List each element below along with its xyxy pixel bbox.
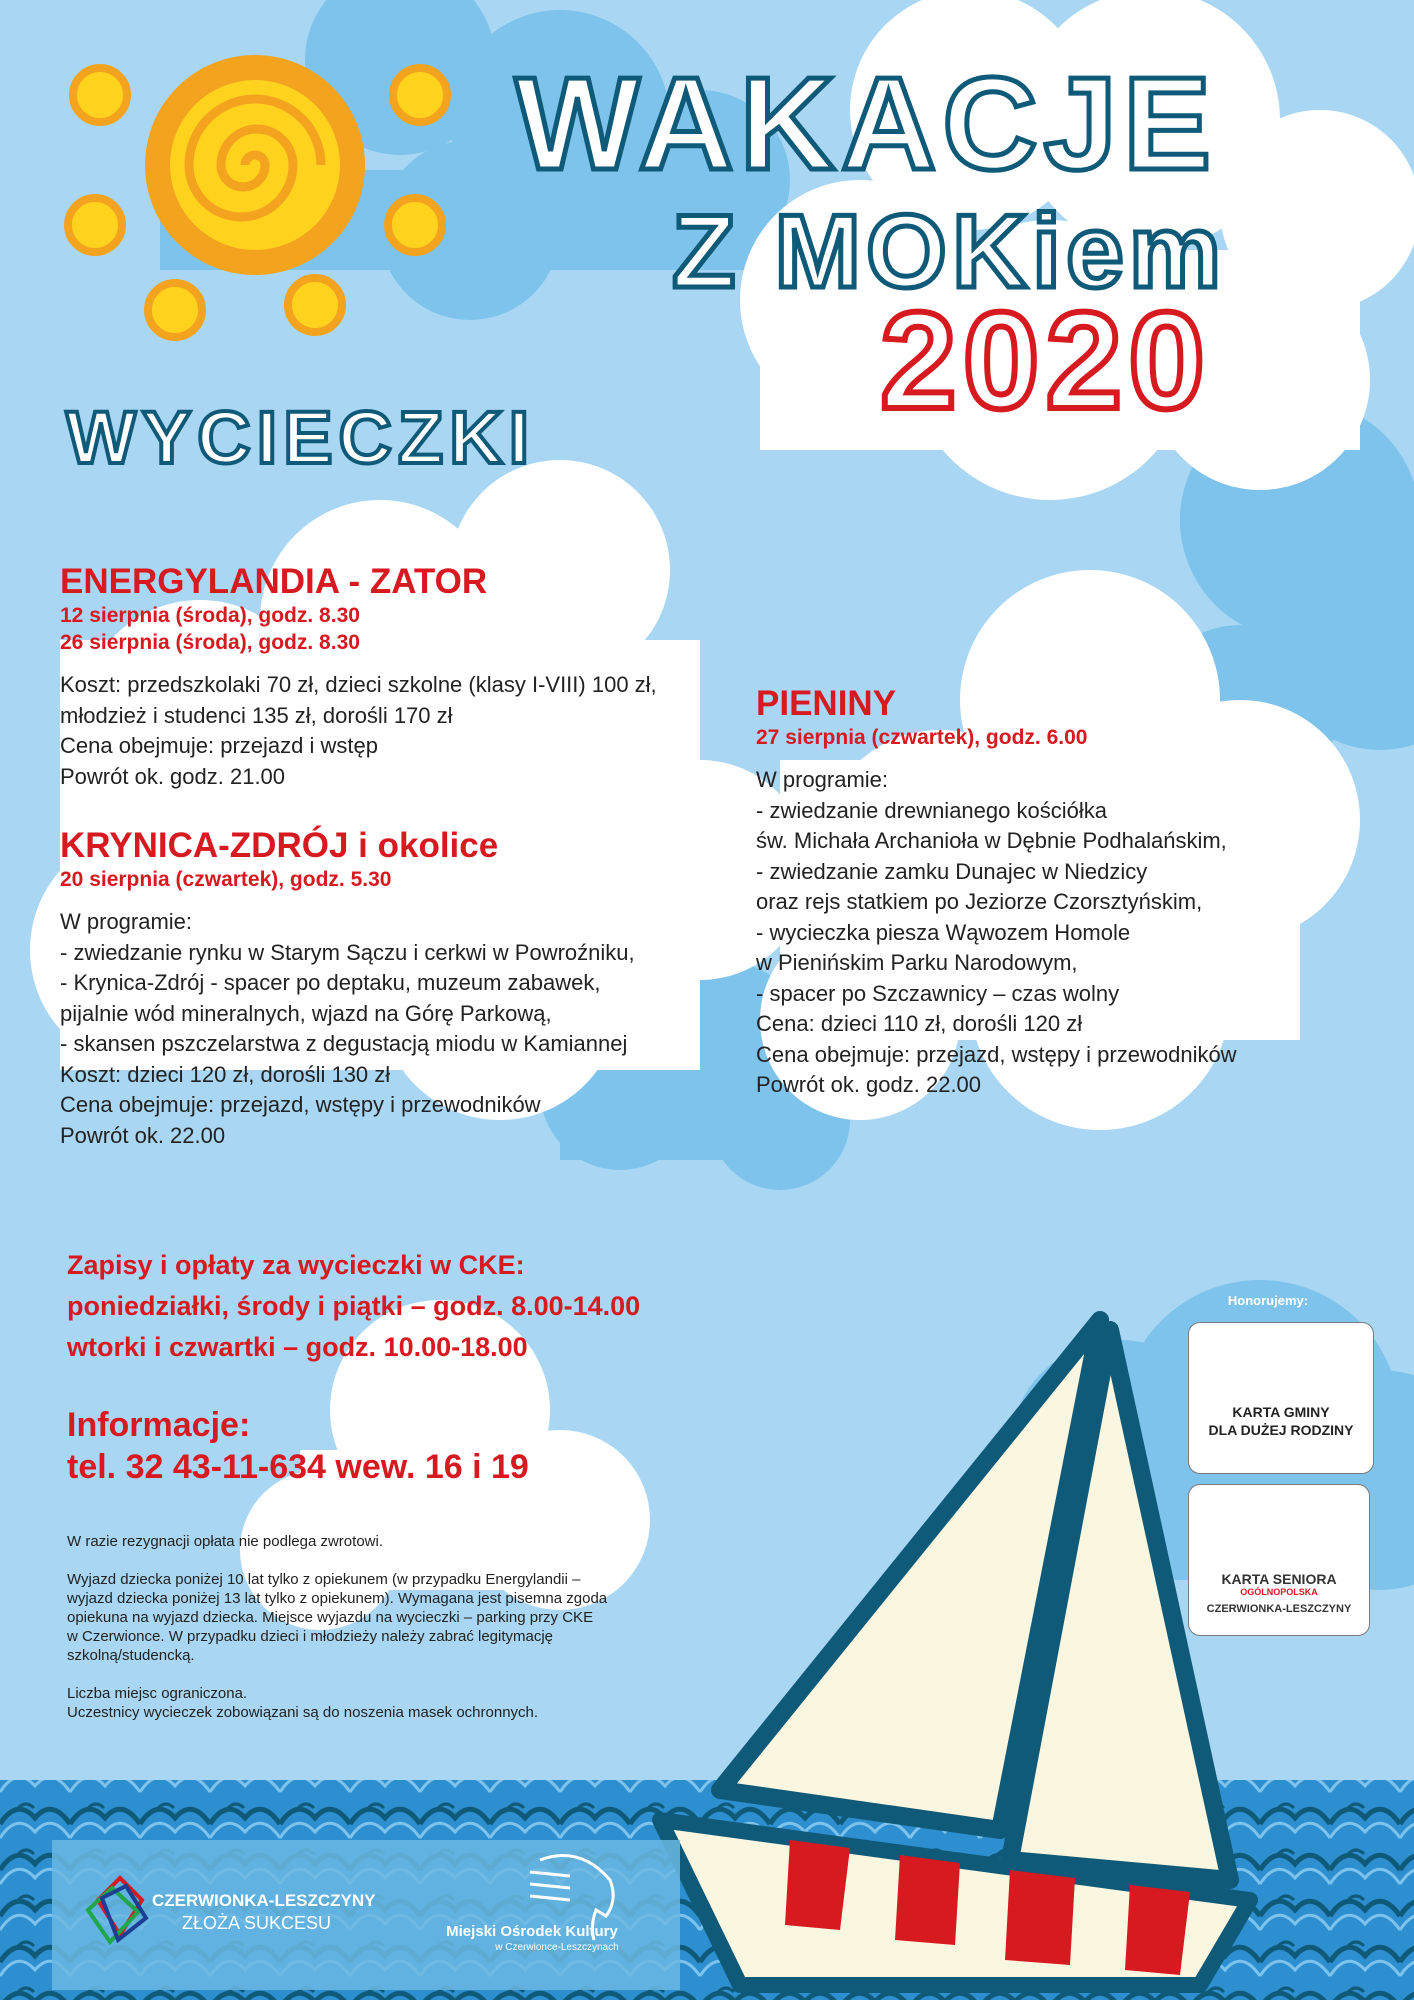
info-heading: Informacje: xyxy=(67,1406,251,1444)
trip-detail-line: W programie: xyxy=(60,909,193,934)
note-line: w Czerwionce. W przypadku dzieci i młodzieży należy zabrać legitymację xyxy=(67,1628,554,1645)
honor-card-senior xyxy=(1188,1484,1370,1636)
trip-detail-line: W programie: xyxy=(756,767,889,792)
title-line-1: WAKACJE xyxy=(515,50,1218,197)
honor-card-family xyxy=(1188,1322,1374,1474)
logo-czerwionka-slogan: ZŁOŻA SUKCESU xyxy=(182,1913,332,1933)
trip-title: PIENINY xyxy=(756,684,897,723)
card-senior-sub: OGÓLNOPOLSKA xyxy=(1240,1587,1318,1597)
note-line: Liczba miejsc ograniczona. xyxy=(67,1685,248,1702)
trip-detail-line: Cena obejmuje: przejazd i wstęp xyxy=(60,733,378,758)
trip-detail-line: Powrót ok. godz. 22.00 xyxy=(756,1072,982,1097)
registration-hours: poniedziałki, środy i piątki – godz. 8.00-14.00 xyxy=(67,1291,641,1321)
note-line: Wyjazd dziecka poniżej 10 lat tylko z opiekunem (w przypadku Energylandii – xyxy=(67,1571,581,1588)
trip-detail-line: w Pienińskim Parku Narodowym, xyxy=(756,950,1078,975)
trip-detail-line: Cena: dzieci 110 zł, dorośli 120 zł xyxy=(756,1011,1083,1036)
trip-detail-line: Cena obejmuje: przejazd, wstępy i przewodników xyxy=(60,1092,541,1117)
notes-block xyxy=(67,1532,747,1722)
title-year xyxy=(880,284,1360,438)
trip-krynica xyxy=(60,826,760,1151)
trip-detail-line: - wycieczka piesza Wąwozem Homole xyxy=(756,919,1131,945)
trip-date: 20 sierpnia (czwartek), godz. 5.30 xyxy=(60,868,392,891)
trip-detail-line: - skansen pszczelarstwa z degustacją miodu w Kamiannej xyxy=(60,1031,628,1056)
trip-pieniny xyxy=(756,684,1376,1101)
note-line: opiekuna na wyjazd dziecka. Miejsce wyjazdu na wycieczki – parking przy CKE xyxy=(67,1609,594,1626)
year-2020: 2020 xyxy=(880,284,1211,438)
logo-mok-place: w Czerwionce-Leszczynach xyxy=(495,1942,619,1953)
trip-energylandia xyxy=(60,562,720,792)
trip-detail-line: Cena obejmuje: przejazd, wstępy i przewodników xyxy=(756,1041,1237,1067)
trip-detail-line: Koszt: przedszkolaki 70 zł, dzieci szkolne (klasy I-VIII) 100 zł, xyxy=(60,672,657,697)
trip-title: KRYNICA-ZDRÓJ i okolice xyxy=(60,826,499,865)
trip-detail-line: Powrót ok. 22.00 xyxy=(60,1122,226,1148)
trip-date: 26 sierpnia (środa), godz. 8.30 xyxy=(60,631,360,654)
title-line-2: Z MOKiem xyxy=(672,194,1227,310)
subtitle: WYCIECZKI xyxy=(66,396,536,479)
trip-date: 27 sierpnia (czwartek), godz. 6.00 xyxy=(756,726,1088,749)
info-block xyxy=(67,1404,767,1488)
trip-detail-line: - zwiedzanie drewnianego kościółka xyxy=(756,797,1107,823)
trip-detail-line: Powrót ok. godz. 21.00 xyxy=(60,763,286,789)
trip-detail-line: oraz rejs statkiem po Jeziorze Czorsztyńskim, xyxy=(756,889,1203,914)
trip-detail-line: św. Michała Archanioła w Dębnie Podhalańskim, xyxy=(756,828,1227,853)
trip-detail-line: Koszt: dzieci 120 zł, dorośli 130 zł xyxy=(60,1061,391,1087)
trip-title: ENERGYLANDIA - ZATOR xyxy=(60,562,488,601)
trip-detail-line: młodzież i studenci 135 zł, dorośli 170 zł xyxy=(60,702,453,728)
subtitle-wycieczki xyxy=(66,398,746,478)
card-senior-title: KARTA SENIORA xyxy=(1221,1571,1337,1587)
note-line: W razie rezygnacji opłata nie podlega zwrotowi. xyxy=(67,1533,383,1550)
card-family-line: KARTA GMINY xyxy=(1232,1404,1330,1420)
registration-heading: Zapisy i opłaty za wycieczki w CKE: xyxy=(67,1250,525,1280)
trip-detail-line: pijalnie wód mineralnych, wjazd na Górę Parkową, xyxy=(60,1000,552,1026)
note-line: Uczestnicy wycieczek zobowiązani są do noszenia masek ochronnych. xyxy=(67,1704,539,1721)
card-senior-place: CZERWIONKA-LESZCZYNY xyxy=(1206,1603,1352,1615)
trip-date: 12 sierpnia (środa), godz. 8.30 xyxy=(60,604,360,627)
logo-mok-name: Miejski Ośrodek Kultury xyxy=(446,1923,618,1940)
footer-logo-czerwionka xyxy=(152,1890,402,1934)
title-wakacje xyxy=(515,50,1335,197)
footer-logo-mok xyxy=(412,1922,652,1954)
trip-detail-line: - zwiedzanie rynku w Starym Sączu i cerkwi w Powroźniku, xyxy=(60,939,635,965)
trip-detail-line: - spacer po Szczawnicy – czas wolny xyxy=(756,980,1120,1006)
note-line: szkolną/studencką. xyxy=(67,1647,195,1664)
info-phone: tel. 32 43-11-634 wew. 16 i 19 xyxy=(67,1448,529,1486)
registration-hours: wtorki i czwartki – godz. 10.00-18.00 xyxy=(67,1332,528,1362)
card-family-line: DLA DUŻEJ RODZINY xyxy=(1208,1422,1354,1438)
note-line: wyjazd dziecka poniżej 13 lat tylko z opiekunem). Wymagana jest pisemna zgoda xyxy=(67,1590,608,1607)
registration-block xyxy=(67,1245,767,1368)
logo-czerwionka-name: CZERWIONKA-LESZCZYNY xyxy=(152,1891,376,1910)
trip-detail-line: - zwiedzanie zamku Dunajec w Niedzicy xyxy=(756,858,1148,884)
trip-detail-line: - Krynica-Zdrój - spacer po deptaku, muzeum zabawek, xyxy=(60,970,601,995)
honors-label: Honorujemy: xyxy=(1227,1293,1309,1308)
